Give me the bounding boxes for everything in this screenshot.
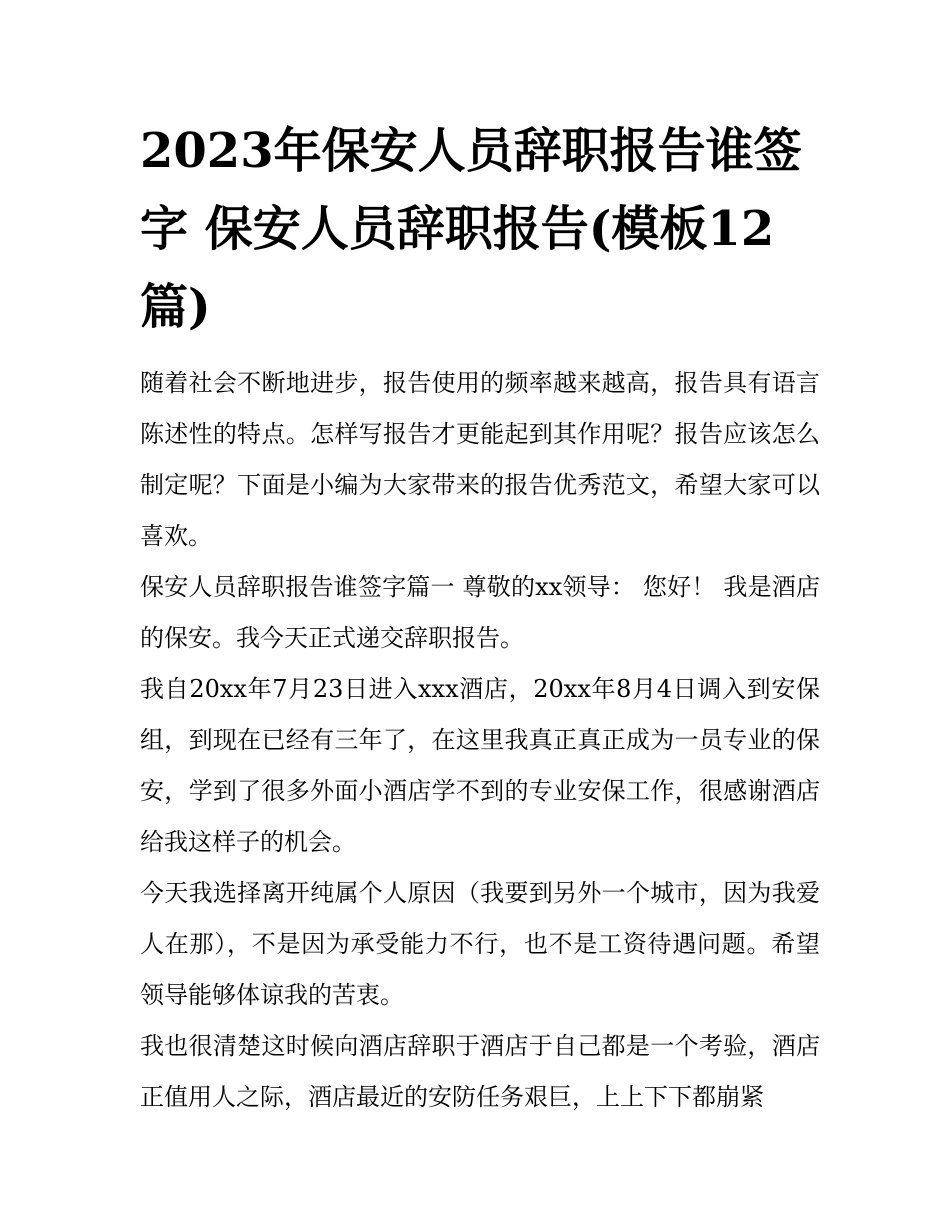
- paragraph-history: 我自20xx年7月23日进入xxx酒店，20xx年8月4日调入到安保组，到现在已经有三年了，在这里我真正真正成为一员专业的保安，学到了很多外面小酒店学不到的专业安保工作，很感谢酒店给我这样子的机会。: [140, 675, 820, 856]
- paragraph-awareness: 我也很清楚这时候向酒店辞职于酒店于自己都是一个考验，酒店正值用人之际，酒店最近的安防任务艰巨，上上下下都崩紧: [140, 1032, 820, 1111]
- document-body: [140, 358, 820, 1123]
- paragraph-reason: 今天我选择离开纯属个人原因（我要到另外一个城市，因为我爱人在那），不是因为承受能力不行，也不是工资待遇问题。希望领导能够体谅我的苦衷。: [140, 879, 820, 1009]
- paragraph-greeting: 保安人员辞职报告谁签字篇一 尊敬的xx领导： 您好！ 我是酒店的保安。我今天正式递交辞职报告。: [140, 573, 820, 652]
- paragraph-intro: 随着社会不断地进步，报告使用的频率越来越高，报告具有语言陈述性的特点。怎样写报告才更能起到其作用呢？报告应该怎么制定呢？下面是小编为大家带来的报告优秀范文，希望大家可以喜欢。: [140, 369, 820, 550]
- document-title: 2023年保安人员辞职报告谁签字 保安人员辞职报告(模板12篇): [140, 123, 802, 335]
